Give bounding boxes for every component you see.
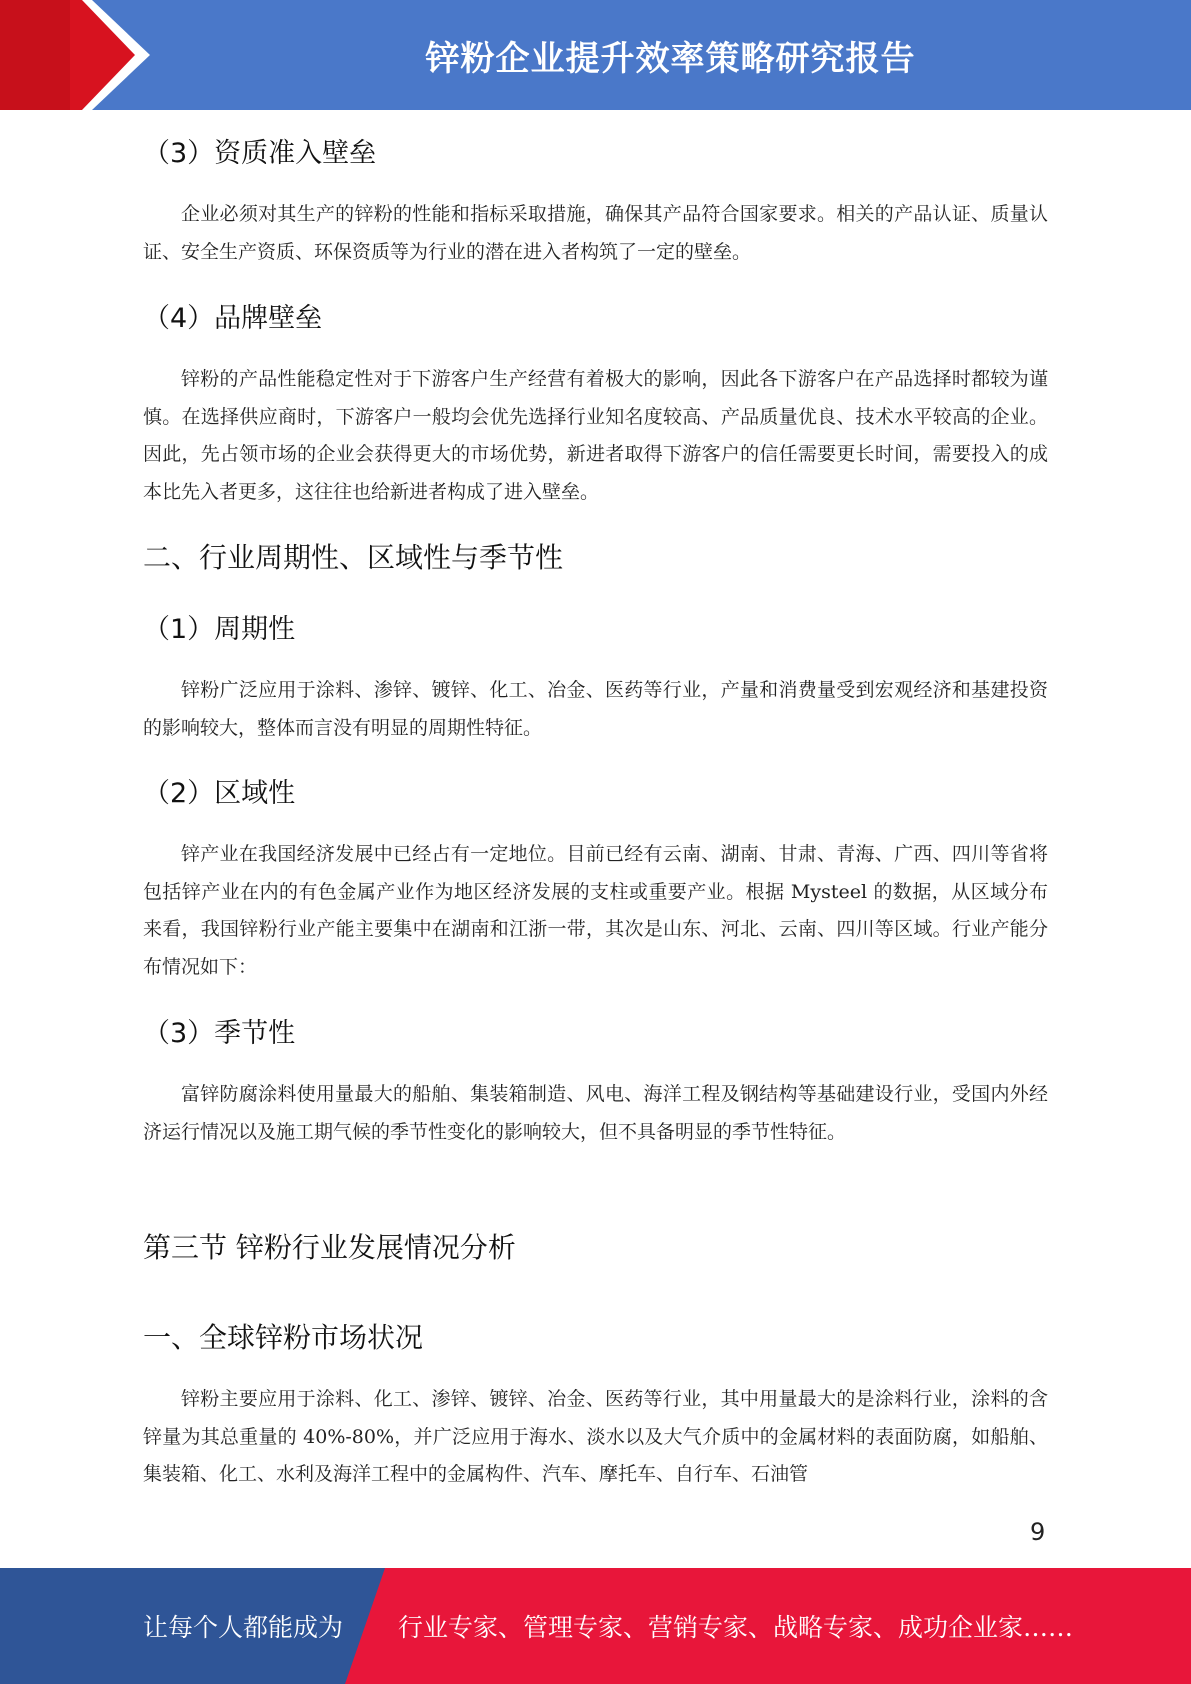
page-footer [0, 1568, 1191, 1684]
heading-brand-barrier: （4）品牌壁垒 [143, 303, 323, 334]
paragraph-cyclicality: 锌粉广泛应用于涂料、渗锌、镀锌、化工、冶金、医药等行业，产量和消费量受到宏观经济和基建投资的影响较大，整体而言没有明显的周期性特征。 [143, 679, 1048, 739]
paragraph-seasonality: 富锌防腐涂料使用量最大的船舶、集装箱制造、风电、海洋工程及钢结构等基础建设行业，受国内外经济运行情况以及施工期气候的季节性变化的影响较大，但不具备明显的季节性特征。 [143, 1083, 1048, 1143]
heading-regional: （2）区域性 [143, 778, 296, 809]
paragraph-global-market: 锌粉主要应用于涂料、化工、渗锌、镀锌、冶金、医药等行业，其中用量最大的是涂料行业，涂料的含锌量为其总重量的 40%-80%，并广泛应用于海水、淡水以及大气介质中的金属材料的表面防腐，如船舶、集装箱、化工、水利及海洋工程中的金属构件、汽车、摩托车、自行车、石油管 [143, 1388, 1048, 1485]
heading-qualification-barrier: （3）资质准入壁垒 [143, 138, 377, 169]
footer-slogan-left: 让每个人都能成为 [143, 1613, 344, 1642]
paragraph-qualification: 企业必须对其生产的锌粉的性能和指标采取措施，确保其产品符合国家要求。相关的产品认证、质量认证、安全生产资质、环保资质等为行业的潜在进入者构筑了一定的壁垒。 [143, 203, 1048, 263]
heading-cyclicality: （1）周期性 [143, 614, 296, 645]
heading-seasonality: （3）季节性 [143, 1018, 296, 1049]
heading-global-market: 一、全球锌粉市场状况 [143, 1321, 424, 1354]
page-number: 9 [1030, 1518, 1046, 1546]
page-header [0, 0, 1191, 110]
paragraph-regional: 锌产业在我国经济发展中已经占有一定地位。目前已经有云南、湖南、甘肃、青海、广西、四川等省将包括锌产业在内的有色金属产业作为地区经济发展的支柱或重要产业。根据 Mysteel 的数据，从区域分布来看，我国锌粉行业产能主要集中在湖南和江浙一带，其次是山东、河北、云南、四川等区域。行业产能分布情况如下： [143, 843, 1048, 978]
header-red-block [0, 0, 70, 110]
footer-slogan-right: 行业专家、管理专家、营销专家、战略专家、成功企业家…… [398, 1613, 1074, 1642]
heading-cyclicality-section: 二、行业周期性、区域性与季节性 [143, 541, 564, 574]
paragraph-brand: 锌粉的产品性能稳定性对于下游客户生产经营有着极大的影响，因此各下游客户在产品选择时都较为谨慎。在选择供应商时，下游客户一般均会优先选择行业知名度较高、产品质量优良、技术水平较高的企业。因此，先占领市场的企业会获得更大的市场优势，新进者取得下游客户的信任需要更长时间，需要投入的成本比先入者更多，这往往也给新进者构成了进入壁垒。 [143, 368, 1048, 503]
report-title: 锌粉企业提升效率策略研究报告 [425, 38, 916, 79]
heading-section-three: 第三节 锌粉行业发展情况分析 [143, 1231, 516, 1264]
